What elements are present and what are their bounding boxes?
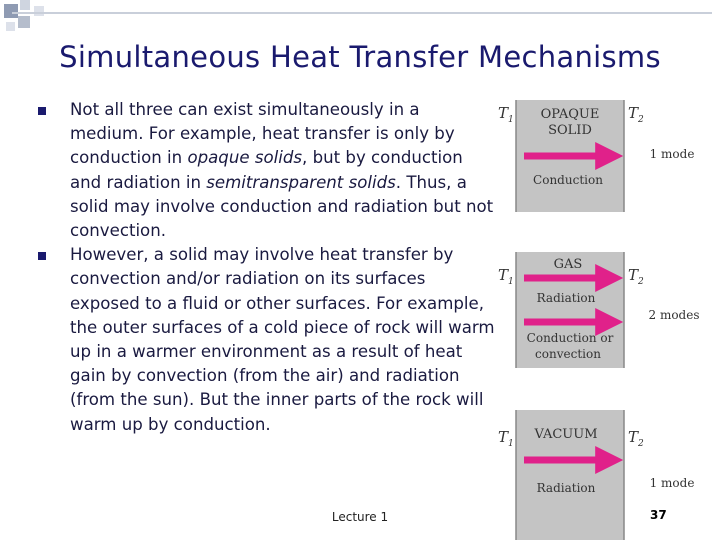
bullet-item xyxy=(38,243,498,437)
bullet-item xyxy=(38,98,498,243)
t1-subscript: 1 xyxy=(508,115,514,125)
mechanism-label: Radiation xyxy=(536,291,596,305)
bullet-1-text-b: , but by conduction and radiation in xyxy=(70,148,463,192)
svg-text:T1 xyxy=(498,428,514,449)
t1-subscript: 1 xyxy=(508,439,514,449)
t2-label: T xyxy=(628,428,639,446)
panel-gas xyxy=(498,252,700,368)
mechanism-label: Conduction or xyxy=(526,331,614,345)
bullet-1-emphasis-semitransparent: semitransparent solids xyxy=(206,172,396,192)
bullet-1-text-a: Not all three can exist simultaneously in a medium. For example, heat transfer is only by conduction in xyxy=(70,100,455,168)
t1-subscript: 1 xyxy=(508,277,514,287)
svg-text:T1 xyxy=(498,266,514,287)
svg-text:T2 xyxy=(628,266,644,287)
mechanism-label: Conduction xyxy=(533,173,603,187)
bullet-1-text-c: . Thus, a solid may involve conduction and radiation but not convection. xyxy=(70,172,494,241)
mechanism-label: Radiation xyxy=(536,481,596,495)
mechanism-label: convection xyxy=(535,347,601,361)
panel-subtitle: SOLID xyxy=(548,123,592,138)
svg-text:T2 xyxy=(628,104,644,125)
mode-count: 2 modes xyxy=(648,308,700,322)
panel-opaque-solid xyxy=(498,100,694,212)
panel-title: OPAQUE xyxy=(540,107,600,122)
svg-text:T2 xyxy=(628,428,644,449)
page-number: 37 xyxy=(650,508,667,522)
t2-label: T xyxy=(628,104,639,122)
header-rule xyxy=(12,12,712,14)
bullet-1-emphasis-opaque: opaque solids xyxy=(187,148,303,168)
panel-title: GAS xyxy=(553,257,583,272)
bullet-2-text: However, a solid may involve heat transfer by convection and/or radiation on its surfaces exposed to a fluid or other surfaces. For example, the outer surfaces of a cold piece of rock will warm up in a warmer environment as a result of heat gain by convection (from the air) and radiation (from the sun). But the inner parts of the rock will warm up by conduction. xyxy=(70,245,495,434)
t1-label: T xyxy=(498,104,509,122)
bullet-square-icon xyxy=(38,252,46,260)
t2-label: T xyxy=(628,266,639,284)
corner-decoration xyxy=(0,0,140,40)
svg-text:T1 xyxy=(498,104,514,125)
heat-transfer-diagram xyxy=(490,92,720,540)
t1-label: T xyxy=(498,428,509,446)
t1-label: T xyxy=(498,266,509,284)
t2-subscript: 2 xyxy=(638,439,644,449)
mode-count: 1 mode xyxy=(649,476,695,490)
panel-title: VACUUM xyxy=(534,427,598,442)
bullet-list xyxy=(38,98,498,437)
t2-subscript: 2 xyxy=(638,277,644,287)
t2-subscript: 2 xyxy=(638,115,644,125)
footer-lecture: Lecture 1 xyxy=(331,510,389,524)
mode-count: 1 mode xyxy=(649,147,695,161)
bullet-square-icon xyxy=(38,107,46,115)
slide-title: Simultaneous Heat Transfer Mechanisms xyxy=(59,40,661,74)
